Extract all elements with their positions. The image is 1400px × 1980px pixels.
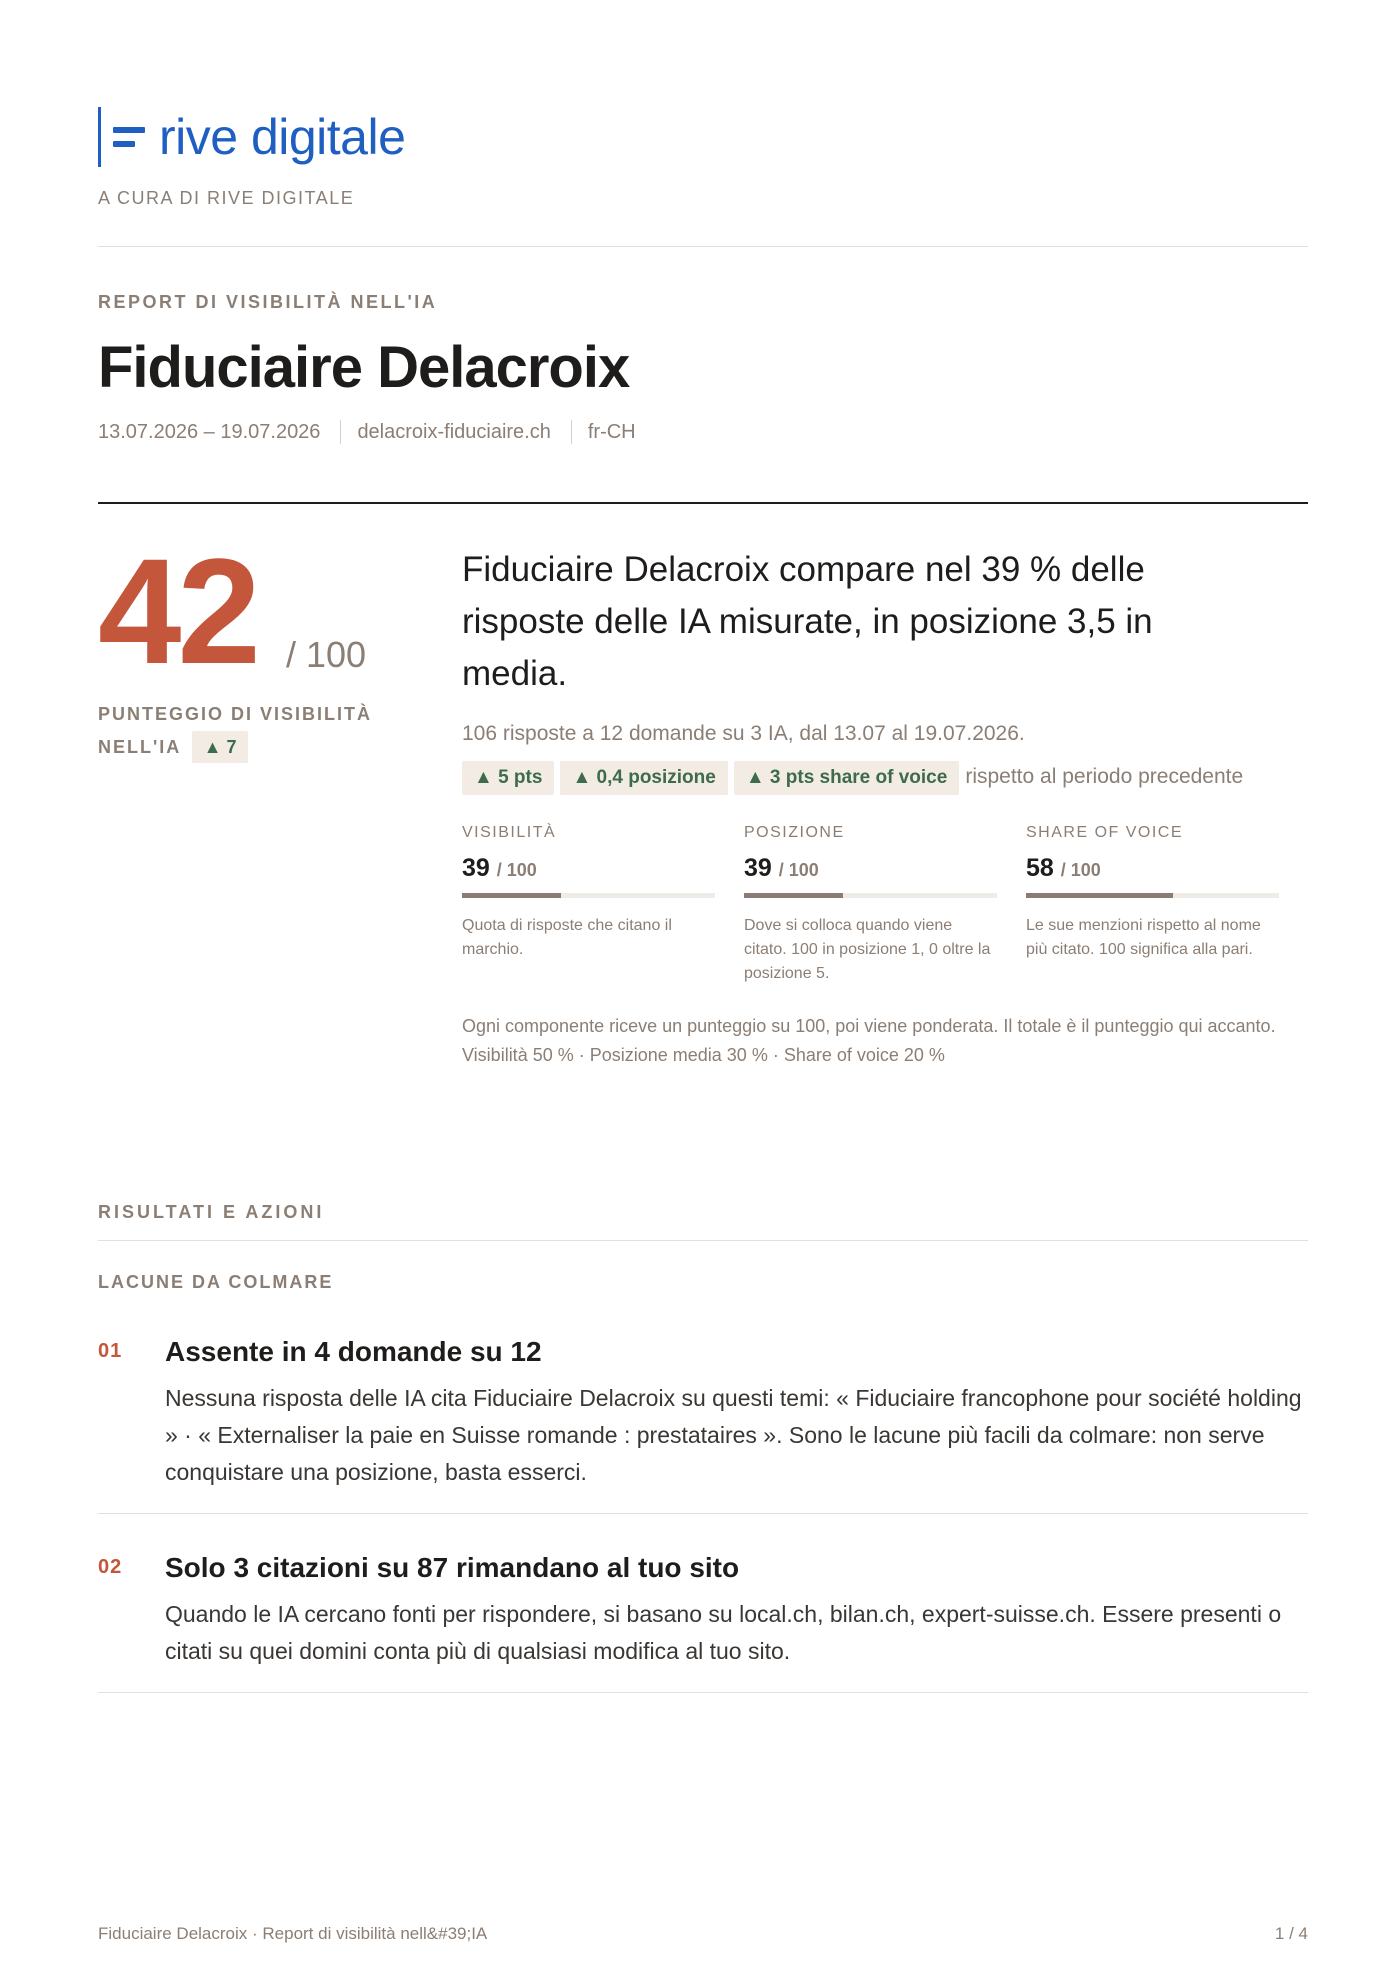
report-locale: fr-CH [587, 420, 636, 443]
divider [98, 1513, 1308, 1514]
summary-headline: Fiduciaire Delacroix compare nel 39 % delle risposte delle IA misurate, in posizione 3,5 in media. [462, 550, 1153, 693]
metric-bar [744, 893, 997, 898]
metric-label: SHARE OF VOICE [1026, 824, 1184, 841]
summary-deltas [462, 758, 1308, 796]
results-section-title: RISULTATI E AZIONI [98, 1202, 325, 1222]
gaps-subtitle: LACUNE DA COLMARE [98, 1272, 334, 1292]
logo-wordmark: rive digitale [159, 109, 406, 165]
finding-number: 01 [98, 1340, 123, 1362]
report-title: Fiduciaire Delacroix [98, 335, 630, 400]
metric-bar [462, 893, 715, 898]
score-label-text: PUNTEGGIO DI VISIBILITÀ NELL'IA [98, 704, 373, 757]
page-number: 1 / 4 [1274, 1924, 1308, 1943]
score-max: / 100 [286, 634, 367, 675]
delta-chip: ▲ 5 pts [462, 761, 554, 795]
divider [98, 246, 1308, 247]
report-domain: delacroix-fiduciaire.ch [357, 420, 551, 443]
score-value: 42 [98, 527, 257, 695]
weighting-explanation: Ogni componente riceve un punteggio su 100, poi viene ponderata. Il totale è il punteggio qui accanto. [462, 1016, 1276, 1036]
metric-bar-fill [462, 893, 561, 898]
meta-separator [340, 420, 341, 444]
divider [98, 1240, 1308, 1241]
score-label [98, 698, 398, 764]
metric-bar-fill [1026, 893, 1173, 898]
delta-chip: ▲ 3 pts share of voice [734, 761, 960, 795]
weighting-note [462, 1012, 1308, 1070]
metric-value: 39 / 100 [744, 854, 819, 882]
metric-label: POSIZIONE [744, 824, 845, 841]
finding-number: 02 [98, 1556, 123, 1578]
metric-description: Quota di risposte che citano il marchio. [462, 917, 672, 958]
report-page [98, 0, 1308, 1980]
meta-separator [571, 420, 572, 444]
summary [462, 544, 1308, 1070]
delta-chip: ▲ 0,4 posizione [560, 761, 727, 795]
logo-mark-lines [113, 127, 145, 147]
metric-position [744, 824, 997, 986]
metric-label: VISIBILITÀ [462, 824, 557, 841]
metric-value: 39 / 100 [462, 854, 537, 882]
logo-mark-bar [98, 107, 101, 167]
footer-title: Fiduciaire Delacroix · Report di visibilità nell&#39;IA [98, 1924, 488, 1943]
metric-value: 58 / 100 [1026, 854, 1101, 882]
metric-description: Dove si colloca quando viene citato. 100 in posizione 1, 0 oltre la posizione 5. [744, 917, 991, 982]
divider-strong [98, 502, 1308, 504]
score-delta-badge: ▲ 7 [192, 731, 249, 763]
report-period: 13.07.2026 – 19.07.2026 [98, 420, 321, 443]
metric-bar-fill [744, 893, 843, 898]
brand-logo [98, 106, 405, 168]
summary-subtext: 106 risposte a 12 domande su 3 IA, dal 13.07 al 19.07.2026. [462, 722, 1025, 745]
metric-share-of-voice [1026, 824, 1279, 986]
metrics [462, 824, 1308, 986]
metric-bar [1026, 893, 1279, 898]
report-meta [98, 420, 636, 444]
weighting-values: Visibilità 50 % · Posizione media 30 % · Share of voice 20 % [462, 1045, 945, 1065]
delta-suffix: rispetto al periodo precedente [965, 765, 1244, 788]
visibility-score [98, 527, 398, 757]
finding-text: Nessuna risposta delle IA cita Fiduciaire Delacroix su questi temi: « Fiduciaire francophone pour société holding » · « Externaliser la paie en Suisse romande : prestataires ». Sono le lacune più facili da colmare: non serve conquistare una posizione, basta esserci. [165, 1385, 1302, 1485]
divider [98, 1692, 1308, 1693]
finding-item [98, 1550, 1308, 1670]
finding-title: Assente in 4 domande su 12 [165, 1336, 542, 1367]
finding-title: Solo 3 citazioni su 87 rimandano al tuo sito [165, 1552, 740, 1583]
metric-description: Le sue menzioni rispetto al nome più citato. 100 significa alla pari. [1026, 917, 1261, 958]
finding-item [98, 1334, 1308, 1491]
finding-text: Quando le IA cercano fonti per rispondere, si basano su local.ch, bilan.ch, expert-suisse.ch. Essere presenti o citati su quei domini conta più di qualsiasi modifica al tuo sito. [165, 1601, 1282, 1664]
metric-visibility [462, 824, 715, 986]
report-eyebrow: REPORT DI VISIBILITÀ NELL'IA [98, 292, 438, 312]
curated-by: A CURA DI RIVE DIGITALE [98, 188, 355, 208]
